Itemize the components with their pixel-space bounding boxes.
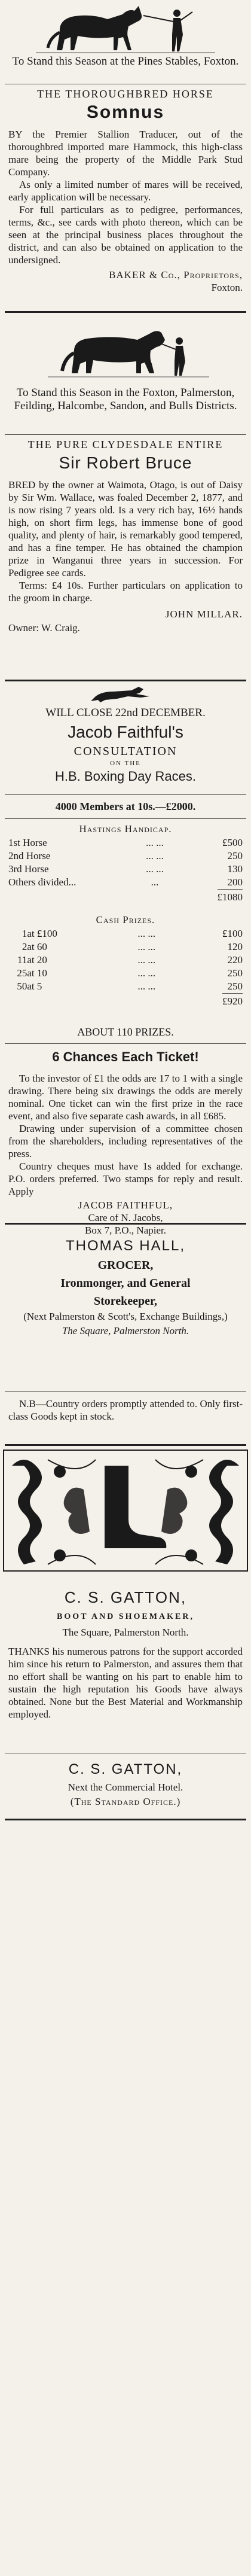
hall-address: (Next Palmerston & Scott's, Exchange Buildings,)	[23, 1311, 228, 1322]
bruce-para-1: BRED by the owner at Waimota, Otago, is out of Daisy by Sir Wm. Wallace, was foaled December 2, 1877, and is now rising 7 years old. Is a very rich bay, 16½ hands high, on short firm legs, has immense bone of good quality, and plenty of hair, is remarkably good tempered, and has a fine temper. He has obtained the champion prize in Wanganui three years in succession. For Pedigree see cards.	[8, 479, 243, 578]
jacob-para-1: To the investor of £1 the odds are 17 to 1 with a single drawing. There being six drawings the odds are merely nominal. One ticket can win the first prize in the race event, and also five separate cash awards, in all £685.	[8, 1073, 243, 1122]
somnus-place: Foxton.	[211, 282, 243, 293]
hall-place: The Square, Palmerston North.	[62, 1325, 189, 1336]
cash-count: 25	[17, 967, 27, 979]
cash-count: 1	[22, 928, 27, 939]
cash-dots: ... ...	[137, 981, 156, 992]
handicap-row	[8, 863, 243, 876]
handicap-amount: 130	[227, 863, 243, 875]
cash-rate: at 5	[27, 981, 42, 992]
divider	[5, 1444, 246, 1446]
handicap-total: £1080	[218, 889, 243, 904]
cash-rate: at £100	[27, 928, 57, 939]
hall-note: N.B—Country orders promptly attended to. Only first-class Goods kept in stock.	[8, 1398, 243, 1422]
handicap-amount: 250	[227, 850, 243, 861]
cash-amount: £100	[222, 928, 243, 939]
hall-trade-3: Storekeeper,	[93, 1295, 158, 1308]
cash-row	[8, 980, 243, 993]
gatton-place: The Square, Palmerston North.	[62, 1627, 189, 1638]
gatton-next: Next the Commercial Hotel.	[68, 1782, 183, 1793]
cash-rate: at 20	[27, 954, 47, 966]
somnus-body	[0, 128, 251, 294]
jacob-care: Care of N. Jacobs,	[88, 1212, 163, 1223]
handicap-table	[0, 822, 251, 904]
bruce-name: Sir Robert Bruce	[59, 453, 192, 472]
on-the: ON THE	[110, 760, 141, 767]
cash-dots: ... ...	[137, 954, 156, 966]
bruce-terms: Terms: £4 10s. Further particulars on application to the groom in charge.	[8, 580, 243, 604]
cash-row	[8, 940, 243, 954]
ornamental-boot-woodcut	[0, 1448, 251, 1573]
handicap-dots: ...	[151, 876, 159, 888]
consultation: CONSULTATION	[74, 745, 177, 758]
cash-amount: 250	[227, 967, 243, 979]
cash-total: £920	[222, 993, 243, 1008]
jacob-para-2: Drawing under supervision of a committee chosen from the shareholders, including representatives of the press.	[8, 1123, 243, 1159]
divider	[5, 1391, 246, 1392]
hall-name: THOMAS HALL,	[65, 1238, 186, 1254]
handicap-row	[8, 849, 243, 863]
handicap-dots: ... ...	[146, 863, 164, 875]
chances-line: 6 Chances Each Ticket!	[52, 1049, 199, 1064]
handicap-dots: ... ...	[146, 837, 164, 848]
handicap-row	[8, 836, 243, 849]
cash-dots: ... ...	[137, 928, 156, 939]
divider	[5, 434, 246, 435]
handicap-title: Hastings Handicap.	[79, 823, 172, 835]
hall-trade-1: GROCER,	[97, 1259, 154, 1272]
racing-horse-cut	[0, 683, 251, 704]
divider	[5, 1819, 246, 1820]
jacob-box: Box 7, P.O., Napier.	[85, 1225, 166, 1236]
jacob-para-3: Country cheques must have 1s added for exchange. P.O. orders preferred. Two stamps for reply and result. Apply	[8, 1161, 243, 1197]
gatton-trade: BOOT AND SHOEMAKER,	[57, 1612, 194, 1621]
cash-dots: ... ...	[137, 941, 156, 952]
handicap-amount: 200	[227, 876, 243, 888]
gatton-body: THANKS his numerous patrons for the support accorded him since his return to Palmerston, and assures them that no effort shall be wanting on his part to enable him to sustain the high reputation his Goods have always obtained. None but the Best Material and Workmanship employed.	[8, 1646, 243, 1720]
jacob-name: Jacob Faithful's	[68, 723, 183, 741]
race-event: H.B. Boxing Day Races.	[55, 769, 196, 784]
somnus-signature: BAKER & Co., Proprietors,	[109, 269, 243, 281]
somnus-para-3: For full particulars as to pedigree, performances, terms, &c., see cards with photo thereon, which can be seen at the principal business places throughout the district, and can also be obtained on application to the undersigned.	[8, 204, 243, 266]
gatton-name-2: C. S. GATTON,	[68, 1761, 183, 1777]
cash-amount: 250	[227, 981, 243, 992]
cash-amount: 120	[227, 941, 243, 952]
handicap-rows	[8, 836, 243, 889]
divider	[5, 1043, 246, 1044]
divider	[5, 680, 246, 681]
bruce-owner: Owner: W. Craig.	[8, 622, 80, 634]
cash-dots: ... ...	[137, 967, 156, 979]
handicap-amount: £500	[222, 837, 243, 848]
cash-row	[8, 927, 243, 940]
somnus-para-2: As only a limited number of mares will be received, early application will be necessary.	[8, 179, 243, 203]
about-prizes: ABOUT 110 PRIZES.	[77, 1026, 174, 1038]
divider	[5, 794, 246, 795]
somnus-name: Somnus	[86, 102, 165, 122]
gatton-name: C. S. GATTON,	[64, 1588, 187, 1606]
cash-count: 2	[22, 941, 27, 952]
clydesdale-woodcut	[0, 322, 251, 379]
handicap-dots: ... ...	[146, 850, 164, 861]
cash-rate: at 60	[27, 941, 47, 952]
bruce-stand-line: To Stand this Season in the Foxton, Palmerston, Feilding, Halcombe, Sandon, and Bulls Districts.	[14, 386, 237, 412]
jacob-body	[0, 1072, 251, 1237]
bruce-subhead: THE PURE CLYDESDALE ENTIRE	[27, 439, 224, 450]
bruce-body	[0, 479, 251, 634]
hall-trade-2: Ironmonger, and General	[60, 1277, 191, 1290]
cash-rate: at 10	[27, 967, 47, 979]
cash-row	[8, 954, 243, 967]
members-line: 4000 Members at 10s.—£2000.	[55, 800, 196, 812]
jacob-signature: JACOB FAITHFUL,	[78, 1199, 173, 1211]
divider	[5, 818, 246, 819]
bruce-signature: JOHN MILLAR.	[165, 608, 243, 620]
gatton-office: (The Standard Office.)	[70, 1796, 181, 1807]
cash-count: 50	[17, 981, 27, 992]
horse-and-groom-woodcut	[0, 2, 251, 54]
cash-row	[8, 967, 243, 980]
handicap-row	[8, 876, 243, 889]
handicap-label: 1st Horse	[8, 837, 47, 848]
cash-rows	[8, 927, 243, 993]
somnus-subhead: THE THOROUGHBRED HORSE	[37, 88, 214, 100]
somnus-headline	[0, 55, 251, 68]
cash-table	[0, 913, 251, 1008]
cash-title: Cash Prizes.	[96, 914, 155, 925]
cash-amount: 220	[227, 954, 243, 966]
divider	[5, 311, 246, 313]
handicap-label: 2nd Horse	[8, 850, 51, 861]
somnus-para-1: BY the Premier Stallion Traducer, out of the thoroughbred imported mare Hammock, this high-class mare being the property of the Middle Park Stud Company.	[8, 129, 243, 178]
close-date: WILL CLOSE 22nd DECEMBER.	[45, 707, 206, 719]
handicap-label: Others divided...	[8, 876, 76, 888]
handicap-label: 3rd Horse	[8, 863, 49, 875]
cash-count: 11	[17, 954, 27, 966]
somnus-stand-line: To Stand this Season at the Pines Stables, Foxton.	[12, 55, 239, 68]
divider	[5, 1223, 246, 1225]
